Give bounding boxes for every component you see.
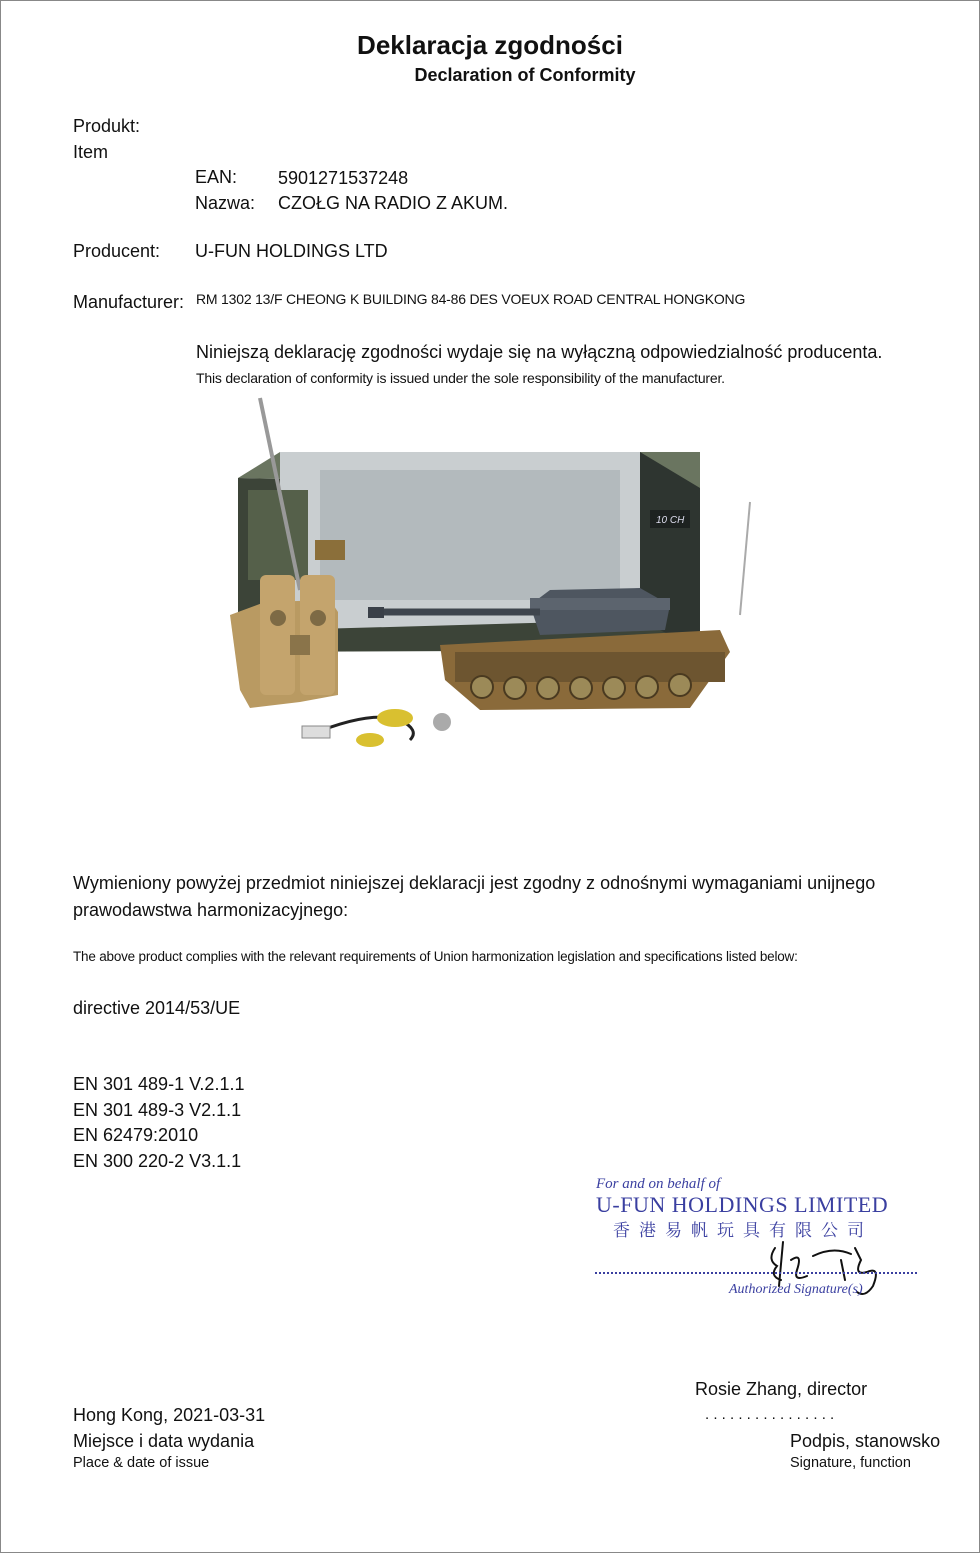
signer-name: Rosie Zhang, director [695,1379,868,1399]
compliance-pl-line2: prawodawstwa harmonizacyjnego: [73,900,349,920]
product-label-pl: Produkt: [73,116,141,136]
producer-address: RM 1302 13/F CHEONG K BUILDING 84-86 DES VOEUX ROAD CENTRAL HONGKONG [196,291,746,307]
product-photo [220,390,760,780]
stamp-authorized-text: Authorized Signature(s) [729,1282,863,1297]
document-title: Deklaracja zgodności [357,30,623,60]
producer-name: U-FUN HOLDINGS LTD [195,241,388,261]
signature-dots: . . . . . . . . . . . . . . . . [705,1406,835,1423]
stamp-company-name: U-FUN HOLDINGS LIMITED [596,1192,889,1217]
svg-text:10 CH: 10 CH [656,515,685,526]
ean-value: 5901271537248 [278,168,409,188]
standard-4: EN 300 220-2 V3.1.1 [73,1151,242,1171]
stamp-company-name-cn: 香港易帆玩具有限公司 [613,1221,873,1241]
ean-label: EAN: [195,167,238,187]
company-stamp [593,1174,923,1304]
responsibility-en: This declaration of conformity is issued under the sole responsibility of the manufacturer. [196,370,725,386]
product-label-en: Item [73,142,109,162]
signature-label-en: Signature, function [790,1455,911,1471]
responsibility-pl: Niniejszą deklarację zgodności wydaje się na wyłączną odpowiedzialność producenta. [196,342,883,362]
standard-2: EN 301 489-3 V2.1.1 [73,1100,242,1120]
place-label-pl: Miejsce i data wydania [73,1431,255,1451]
document-subtitle: Declaration of Conformity [414,65,636,85]
stamp-behalf-text: For and on behalf of [596,1176,721,1192]
standard-1: EN 301 489-1 V.2.1.1 [73,1074,245,1094]
producer-label-pl: Producent: [73,241,161,261]
standard-3: EN 62479:2010 [73,1125,199,1145]
name-label: Nazwa: [195,193,256,213]
stamp-signature-line [595,1272,917,1274]
place-date: Hong Kong, 2021-03-31 [73,1405,266,1425]
place-label-en: Place & date of issue [73,1455,210,1471]
signature-label-pl: Podpis, stanowsko [790,1431,941,1451]
producer-label-en: Manufacturer: [73,292,185,312]
compliance-pl-line1: Wymieniony powyżej przedmiot niniejszej deklaracji jest zgodny z odnośnymi wymaganiami unijnego [73,873,876,893]
directive: directive 2014/53/UE [73,998,241,1018]
name-value: CZOŁG NA RADIO Z AKUM. [278,193,509,213]
compliance-en: The above product complies with the relevant requirements of Union harmonization legislation and specifications listed below: [73,949,798,964]
